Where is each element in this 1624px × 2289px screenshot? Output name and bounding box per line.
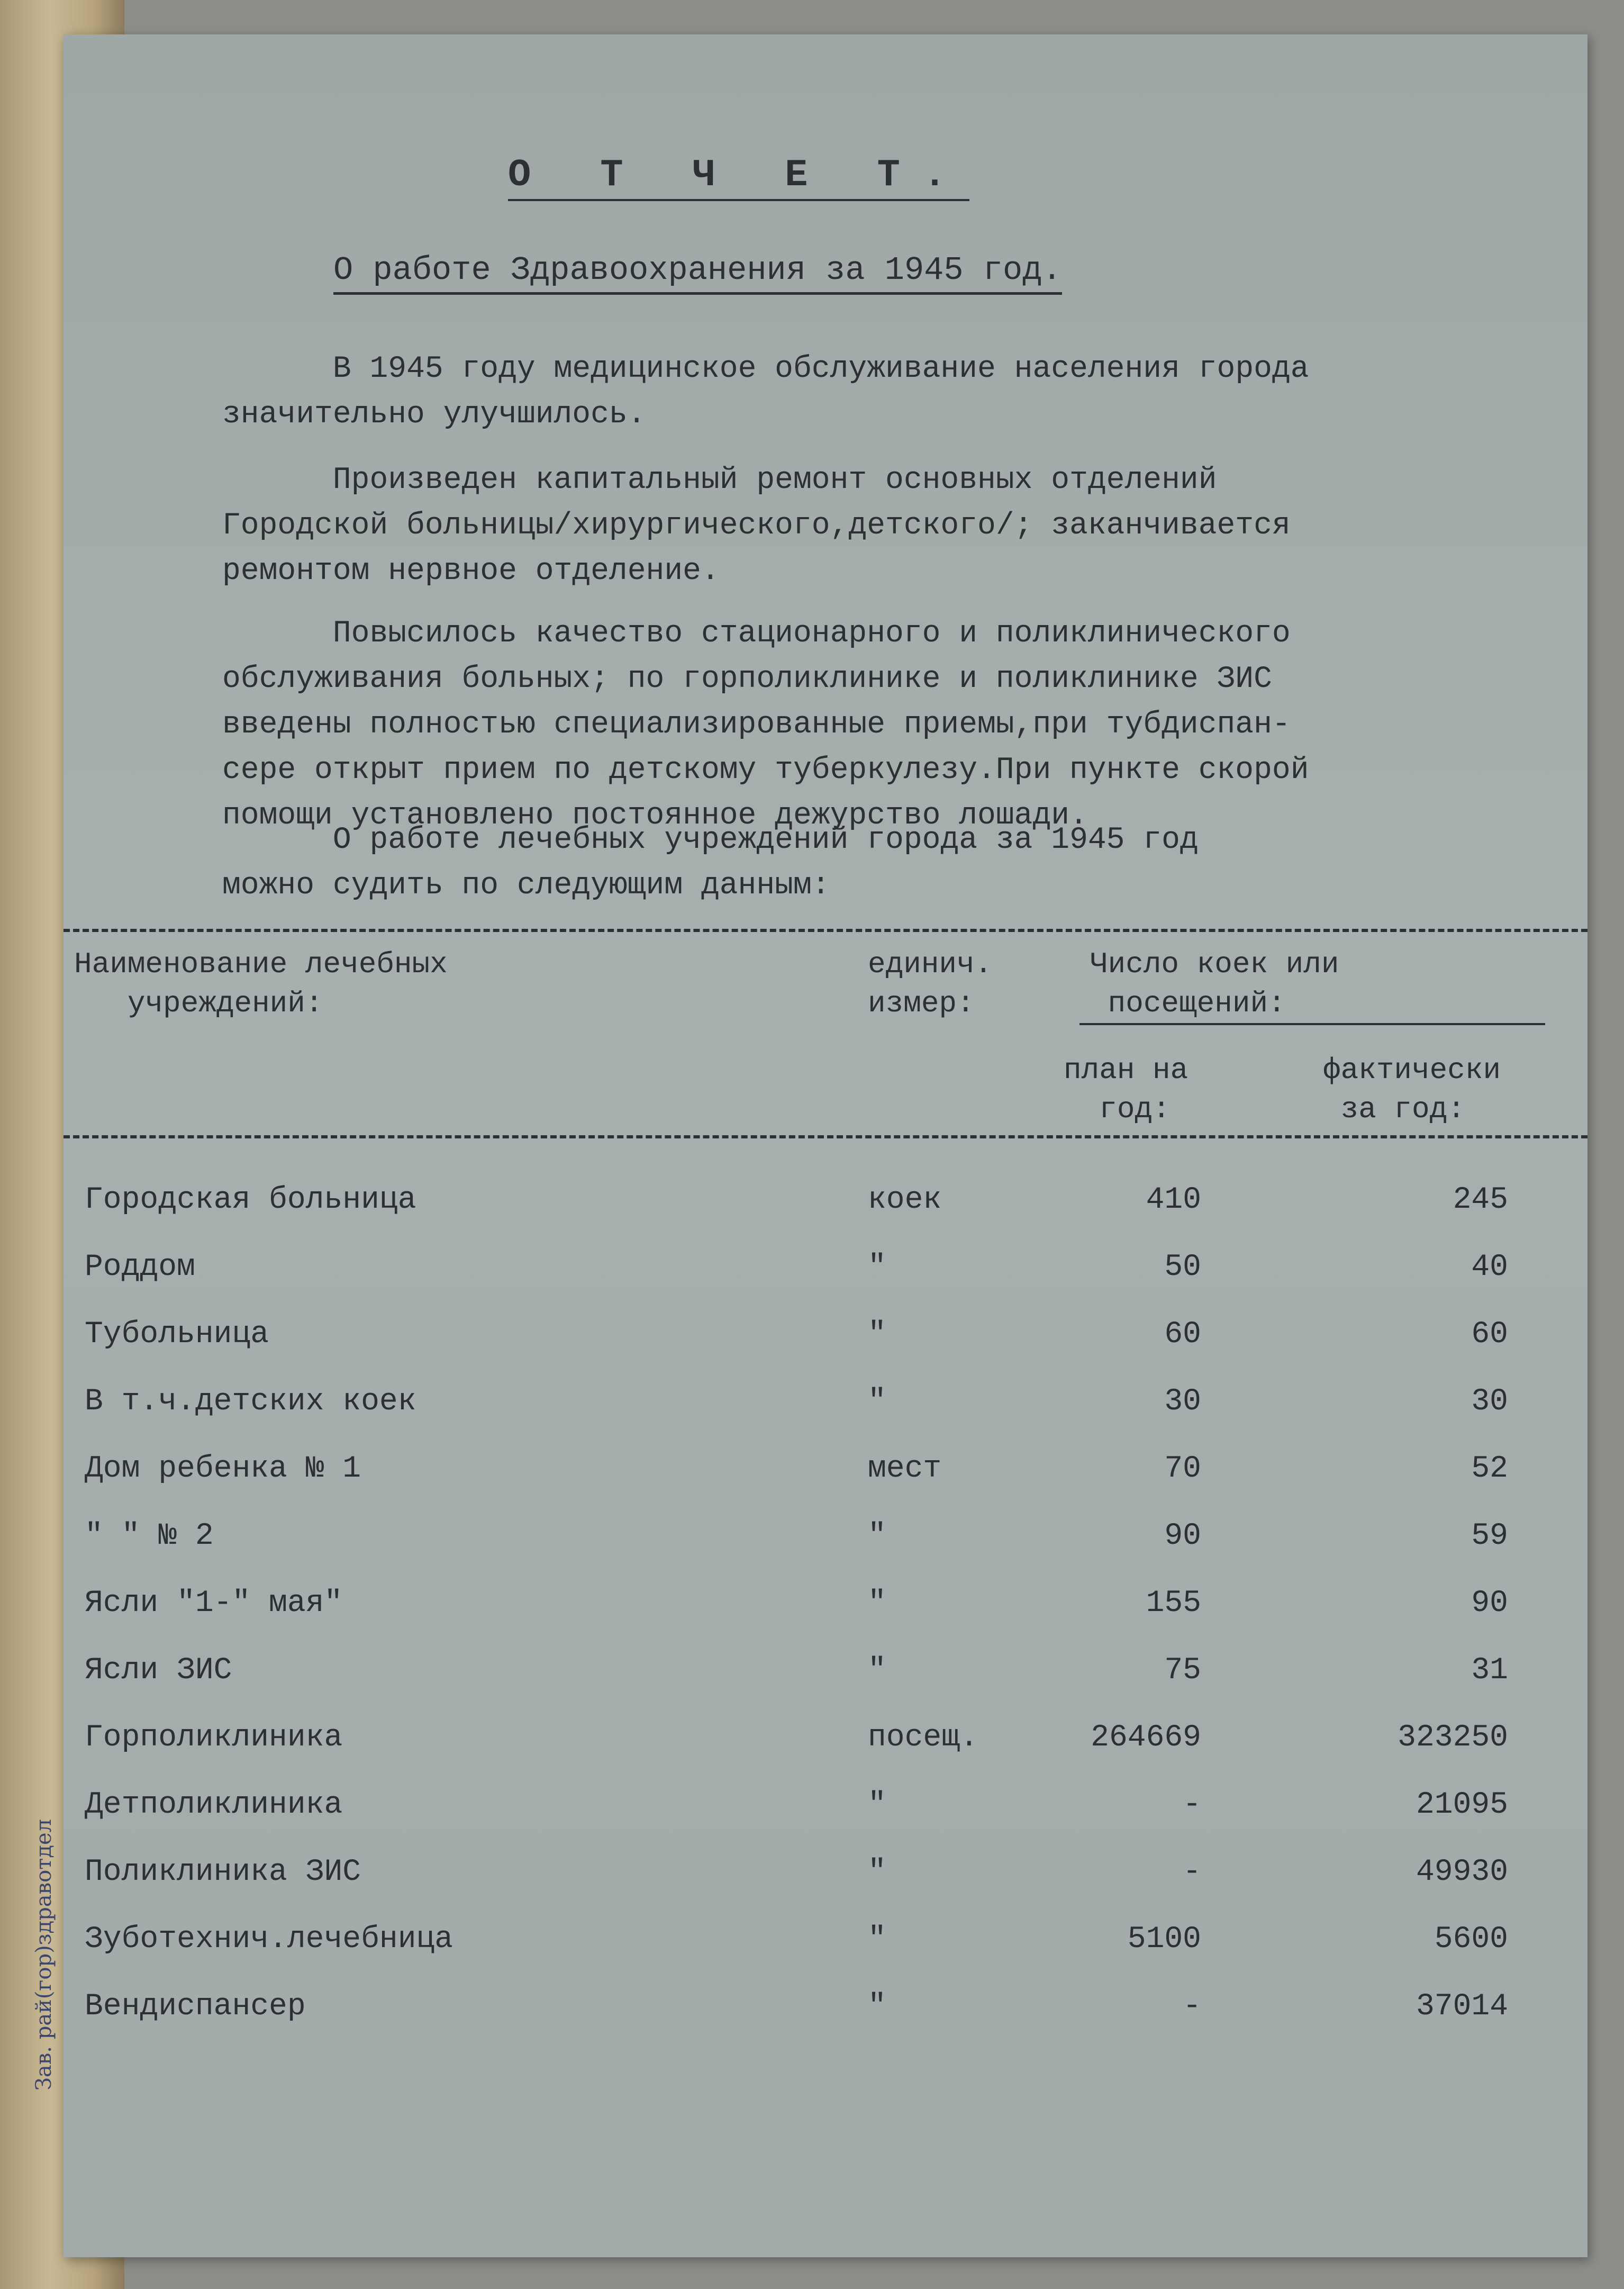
row-name: Роддом bbox=[85, 1250, 195, 1284]
table-row bbox=[63, 1721, 1587, 1774]
row-unit: " bbox=[868, 1855, 886, 1889]
row-name: Городская больница bbox=[85, 1183, 416, 1217]
row-plan: 60 bbox=[1164, 1317, 1201, 1352]
row-plan: 30 bbox=[1164, 1385, 1201, 1419]
row-fact: 60 bbox=[1471, 1317, 1508, 1352]
table-row bbox=[63, 1586, 1587, 1639]
table-row bbox=[63, 1183, 1587, 1236]
report-sheet bbox=[63, 34, 1587, 2257]
paragraph-3: Повысилось качество стационарного и поликлинического обслуживания больных; по горполиклинике и поликлинике ЗИС введены полностью специализированные приемы,при тубдиспан- сере открыт прием по детскому туберкулезу.При пункте скорой помощи установлено постоянное дежурство лошади. bbox=[222, 617, 1309, 833]
table-row bbox=[63, 1989, 1587, 2042]
row-unit: " bbox=[868, 1788, 886, 1822]
row-plan: 264669 bbox=[1091, 1721, 1201, 1755]
table-row bbox=[63, 1922, 1587, 1975]
row-unit: посещ. bbox=[868, 1721, 978, 1755]
row-unit: " bbox=[868, 1250, 886, 1284]
header-name: Наименование лечебных учреждений: bbox=[74, 947, 448, 1020]
row-fact: 37014 bbox=[1416, 1989, 1508, 2024]
table-row bbox=[63, 1317, 1587, 1370]
row-name: Ясли "1-" мая" bbox=[85, 1586, 343, 1621]
row-plan: 410 bbox=[1146, 1183, 1201, 1217]
paragraph-4: О работе лечебных учреждений города за 1945 год можно судить по следующим данным: bbox=[222, 823, 1199, 903]
table-row bbox=[63, 1452, 1587, 1505]
row-unit: мест bbox=[868, 1452, 942, 1486]
row-name: Ясли ЗИС bbox=[85, 1653, 232, 1688]
row-name: Дом ребенка № 1 bbox=[85, 1452, 361, 1486]
row-plan: 50 bbox=[1164, 1250, 1201, 1284]
row-unit: " bbox=[868, 1922, 886, 1957]
header-plan: план на год: bbox=[1064, 1053, 1188, 1126]
row-unit: " bbox=[868, 1519, 886, 1553]
row-fact: 40 bbox=[1471, 1250, 1508, 1284]
row-plan: - bbox=[1183, 1855, 1201, 1889]
row-plan: 5100 bbox=[1127, 1922, 1201, 1957]
report-subtitle: О работе Здравоохранения за 1945 год. bbox=[333, 251, 1062, 295]
row-unit: коек bbox=[868, 1183, 942, 1217]
row-name: Поликлиника ЗИС bbox=[85, 1855, 361, 1889]
report-title: О Т Ч Е Т. bbox=[508, 153, 969, 201]
table-row bbox=[63, 1855, 1587, 1908]
row-plan: - bbox=[1183, 1788, 1201, 1822]
row-name: Зуботехнич.лечебница bbox=[85, 1922, 453, 1957]
table-row bbox=[63, 1788, 1587, 1841]
row-fact: 59 bbox=[1471, 1519, 1508, 1553]
row-fact: 21095 bbox=[1416, 1788, 1508, 1822]
row-unit: " bbox=[868, 1317, 886, 1352]
row-fact: 52 bbox=[1471, 1452, 1508, 1486]
row-plan: 75 bbox=[1164, 1653, 1201, 1688]
row-plan: - bbox=[1183, 1989, 1201, 2024]
table-top-rule bbox=[63, 929, 1587, 932]
row-name: Детполиклиника bbox=[85, 1788, 343, 1822]
row-name: В т.ч.детских коек bbox=[85, 1385, 416, 1419]
table-row bbox=[63, 1519, 1587, 1572]
header-unit: единич. измер: bbox=[868, 947, 993, 1020]
table-row bbox=[63, 1250, 1587, 1303]
row-name: Тубольница bbox=[85, 1317, 269, 1352]
row-fact: 31 bbox=[1471, 1653, 1508, 1688]
binder-stamp: Зав. рай(гор)здравотдел bbox=[32, 1818, 56, 2091]
header-fact: фактически за год: bbox=[1323, 1053, 1501, 1126]
row-fact: 323250 bbox=[1398, 1721, 1508, 1755]
table-row bbox=[63, 1385, 1587, 1437]
row-fact: 5600 bbox=[1434, 1922, 1508, 1957]
header-group: Число коек или посещений: bbox=[1079, 945, 1545, 1025]
row-unit: " bbox=[868, 1586, 886, 1621]
paragraph-1: В 1945 году медицинское обслуживание населения города значительно улучшилось. bbox=[222, 352, 1309, 432]
table-row bbox=[63, 1653, 1587, 1706]
table-header-rule bbox=[63, 1135, 1587, 1138]
row-name: Горполиклиника bbox=[85, 1721, 343, 1755]
row-plan: 70 bbox=[1164, 1452, 1201, 1486]
row-unit: " bbox=[868, 1385, 886, 1419]
row-unit: " bbox=[868, 1989, 886, 2024]
row-fact: 245 bbox=[1453, 1183, 1508, 1217]
row-name: " " № 2 bbox=[85, 1519, 214, 1553]
row-unit: " bbox=[868, 1653, 886, 1688]
row-plan: 155 bbox=[1146, 1586, 1201, 1621]
row-name: Вендиспансер bbox=[85, 1989, 306, 2024]
row-plan: 90 bbox=[1164, 1519, 1201, 1553]
paragraph-2: Произведен капитальный ремонт основных отделений Городской больницы/хирургического,детского/; заканчивается ремонтом нервное отделение. bbox=[222, 463, 1291, 589]
row-fact: 90 bbox=[1471, 1586, 1508, 1621]
row-fact: 30 bbox=[1471, 1385, 1508, 1419]
row-fact: 49930 bbox=[1416, 1855, 1508, 1889]
